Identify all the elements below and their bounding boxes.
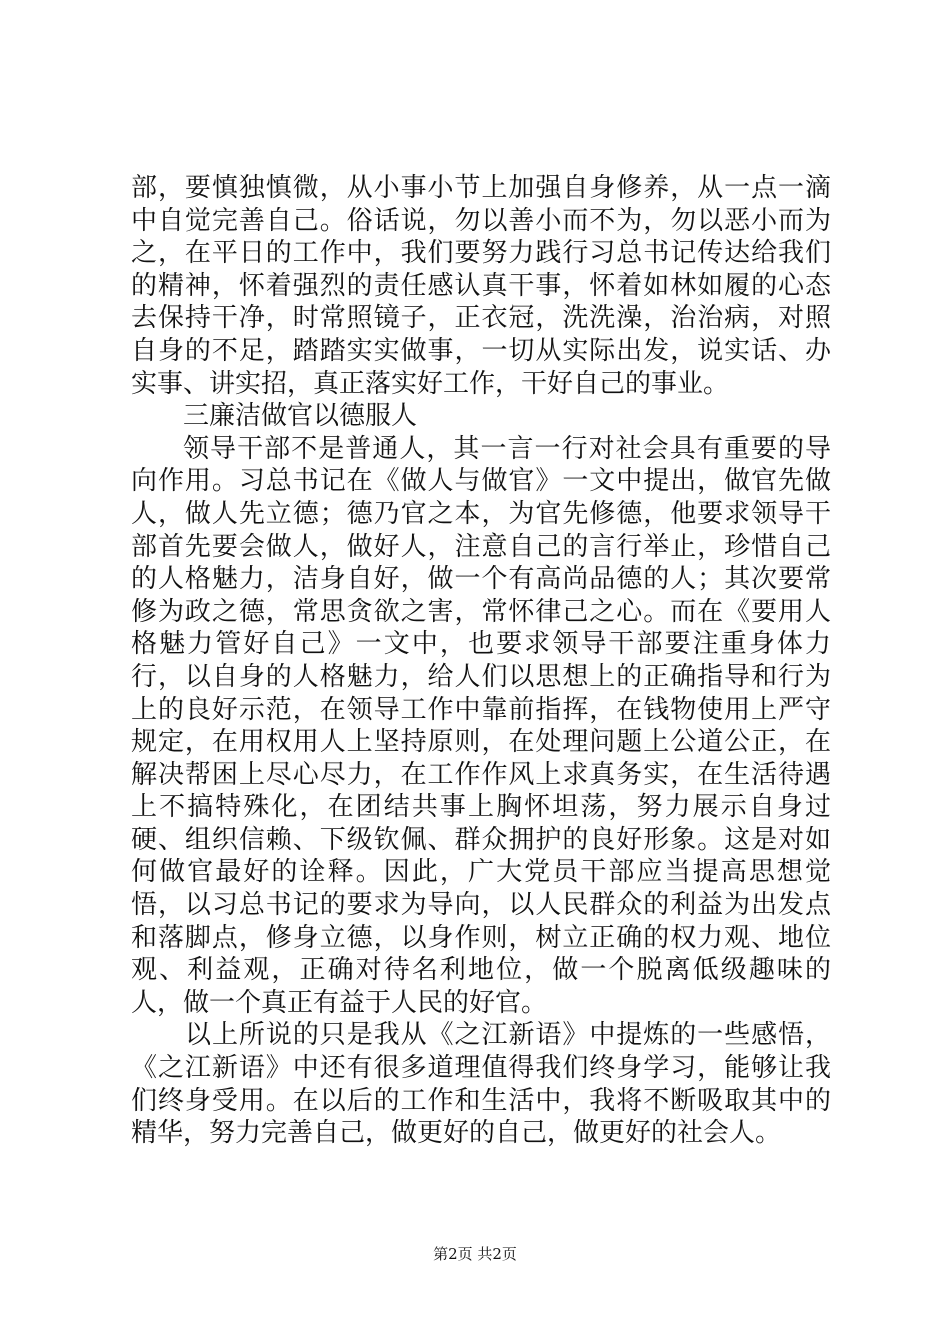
paragraph-conclusion: 以上所说的只是我从《之江新语》中提炼的一些感悟，《之江新语》中还有很多道理值得我们终身学习，能够让我们终身受用。在以后的工作和生活中，我将不断吸取其中的精华，努力完善自己，做更好的自己，做更好的社会人。 <box>131 1020 831 1149</box>
paragraph-continuation: 部，要慎独慎微，从小事小节上加强自身修养，从一点一滴中自觉完善自己。俗话说，勿以善小而不为，勿以恶小而为之，在平日的工作中，我们要努力践行习总书记传达给我们的精神，怀着强烈的责任感认真干事，怀着如林如履的心态去保持干净，时常照镜子，正衣冠，洗洗澡，治治病，对照自身的不足，踏踏实实做事，一切从实际出发，说实话、办实事、讲实招，真正落实好工作，干好自己的事业。 <box>131 173 831 399</box>
section-heading: 三廉洁做官以德服人 <box>183 401 418 432</box>
page-footer: 第2页 共2页 <box>433 1245 517 1263</box>
paragraph-integrity: 领导干部不是普通人，其一言一行对社会具有重要的导向作用。习总书记在《做人与做官》一文中提出，做官先做人，做人先立德；德乃官之本，为官先修德，他要求领导干部首先要会做人，做好人，注意自己的言行举止，珍惜自己的人格魅力，洁身自好，做一个有高尚品德的人；其次要常修为政之德，常思贪欲之害，常怀律己之心。而在《要用人格魅力管好自己》一文中，也要求领导干部要注重身体力行，以自身的人格魅力，给人们以思想上的正确指导和行为上的良好示范，在领导工作中靠前指挥，在钱物使用上严守规定，在用权用人上坚持原则，在处理问题上公道公正，在解决帮困上尽心尽力，在工作作风上求真务实，在生活待遇上不搞特殊化，在团结共事上胸怀坦荡，努力展示自身过硬、组织信赖、下级钦佩、群众拥护的良好形象。这是对如何做官最好的诠释。因此，广大党员干部应当提高思想觉悟，以习总书记的要求为导向，以人民群众的利益为出发点和落脚点，修身立德，以身作则，树立正确的权力观、地位观、利益观，正确对待名利地位，做一个脱离低级趣味的人，做一个真正有益于人民的好官。 <box>131 433 831 1018</box>
document-body <box>131 172 831 1150</box>
